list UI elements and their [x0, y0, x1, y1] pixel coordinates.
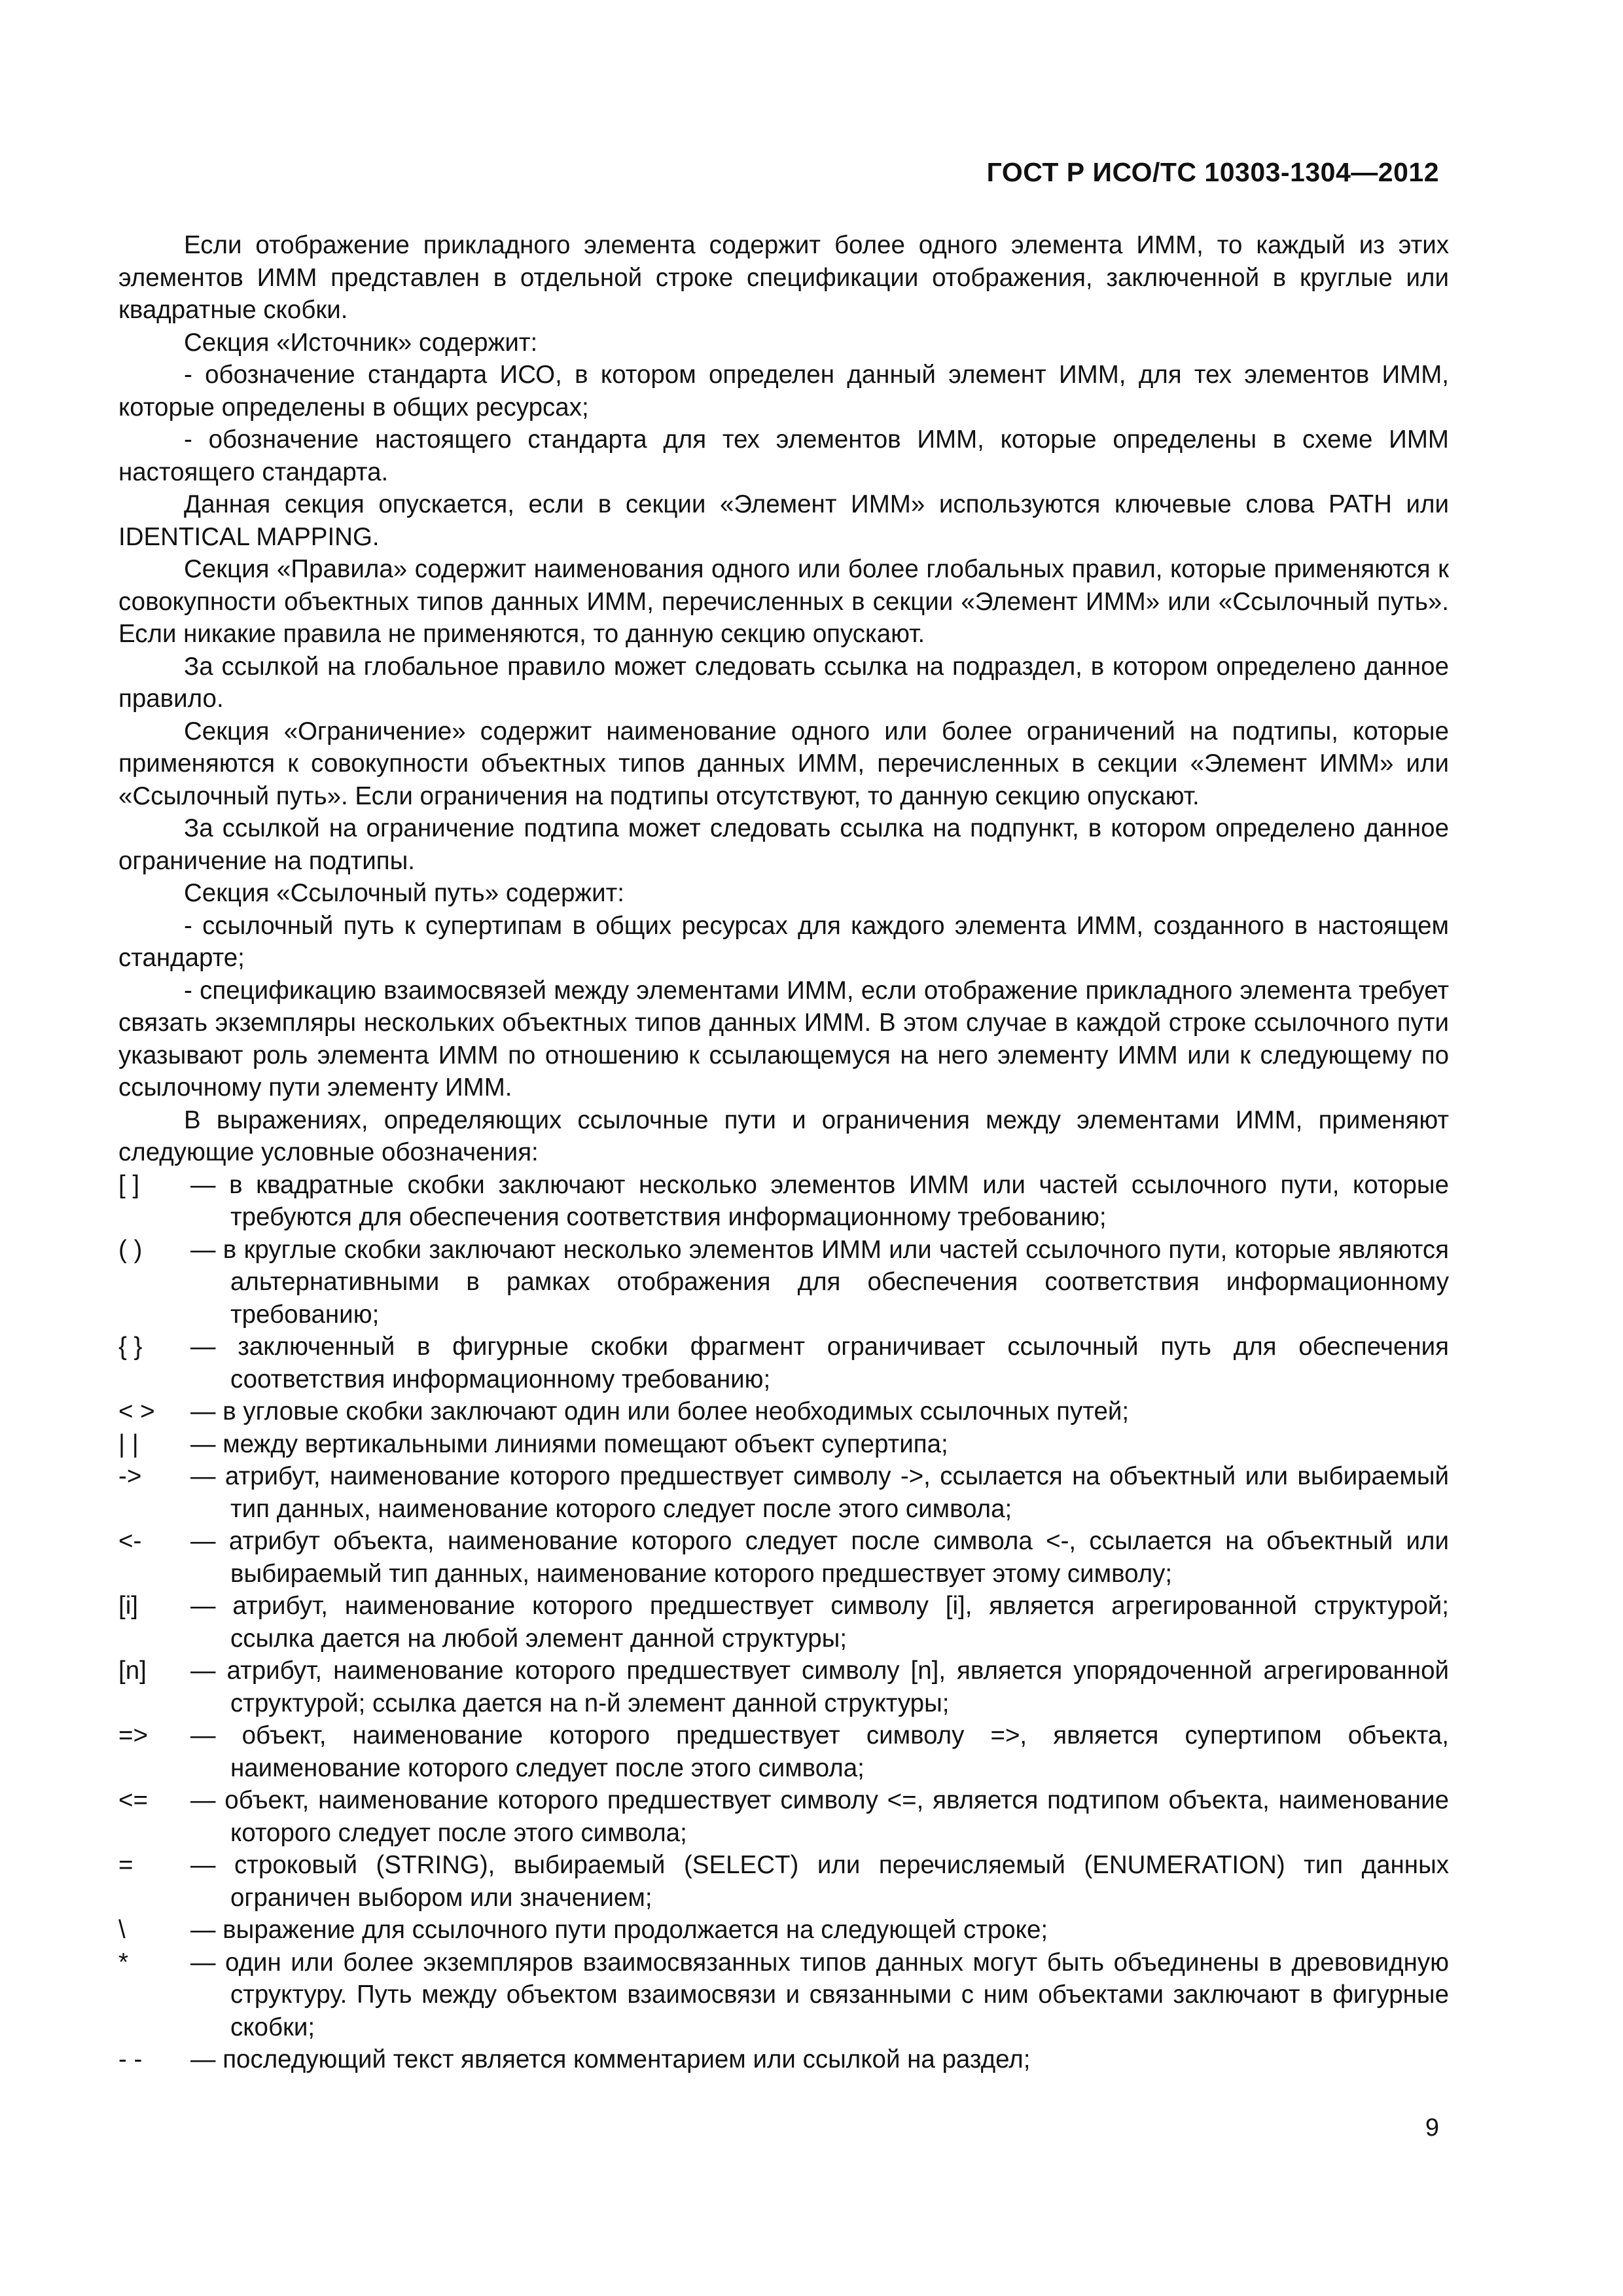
page-number: 9: [1425, 2114, 1439, 2142]
symbol-key: =: [118, 1851, 134, 1879]
symbol-description: — атрибут объекта, наименование которого следует после символа <-, ссылается на объектный или выбираемый тип данных, наименование которого предшествует этому символу;: [190, 1527, 1449, 1588]
symbol-key: <-: [118, 1527, 142, 1555]
symbol-key: <=: [118, 1786, 148, 1814]
paragraph: - ссылочный путь к супертипам в общих ресурсах для каждого элемента ИММ, созданного в настоящем стандарте;: [118, 911, 1449, 972]
paragraph: - спецификацию взаимосвязей между элементами ИММ, если отображение прикладного элемента требует связать экземпляры нескольких объектных типов данных ИММ. В этом случае в каждой строке ссылочного пути указывают роль элемента ИММ по отношению к ссылающемуся на него элементу ИММ или к следующему по ссылочному пути элементу ИММ.: [118, 976, 1449, 1102]
symbol-description: — строковый (STRING), выбираемый (SELECT) или перечисляемый (ENUMERATION) тип данных ограничен выбором или значением;: [190, 1851, 1449, 1912]
symbol-description: — объект, наименование которого предшествует символу =>, является супертипом объекта, наименование которого следует после этого символа;: [190, 1721, 1449, 1782]
paragraph: Данная секция опускается, если в секции «Элемент ИММ» используются ключевые слова PATH или IDENTICAL MAPPING.: [118, 490, 1449, 551]
symbol-definition-item: [118, 1460, 1449, 1525]
symbol-definition-list: [118, 1169, 1449, 2076]
symbol-description: — атрибут, наименование которого предшествует символу ->, ссылается на объектный или выбираемый тип данных, наименование которого следует после этого символа;: [190, 1462, 1449, 1523]
symbol-key: { }: [118, 1333, 143, 1361]
symbol-definition-item: [118, 1946, 1449, 2044]
symbol-key: \: [118, 1916, 126, 1944]
paragraph: Если отображение прикладного элемента содержит более одного элемента ИММ, то каждый из этих элементов ИММ представлен в отдельной строке спецификации отображения, заключенной в круглые или квадратные скобки.: [118, 231, 1449, 324]
symbol-key: ( ): [118, 1235, 143, 1264]
symbol-description: — атрибут, наименование которого предшествует символу [n], является упорядоченной агрегированной структурой; ссылка дается на n-й элемент данной структуры;: [190, 1657, 1449, 1717]
symbol-description: — в угловые скобки заключают один или более необходимых ссылочных путей;: [190, 1397, 1130, 1426]
symbol-description: — объект, наименование которого предшествует символу <=, является подтипом объекта, наименование которого следует после этого символа;: [190, 1786, 1449, 1847]
symbol-description: — между вертикальными линиями помещают объект супертипа;: [190, 1429, 948, 1458]
symbol-definition-item: [118, 2043, 1449, 2076]
symbol-definition-item: [118, 1331, 1449, 1395]
symbol-key: *: [118, 1948, 128, 1977]
symbol-definition-item: [118, 1590, 1449, 1655]
symbol-description: — выражение для ссылочного пути продолжается на следующей строке;: [190, 1916, 1048, 1944]
document-body: [118, 229, 1449, 2076]
symbol-definition-item: [118, 1784, 1449, 1849]
paragraph: Секция «Источник» содержит:: [184, 328, 538, 357]
paragraph: За ссылкой на глобальное правило может следовать ссылка на подраздел, в котором определено данное правило.: [118, 652, 1449, 713]
symbol-definition-item: [118, 1525, 1449, 1590]
symbol-key: ->: [118, 1462, 142, 1490]
document-header: ГОСТ Р ИСО/ТС 10303-1304—2012: [986, 157, 1439, 187]
symbol-key: [i]: [118, 1592, 138, 1620]
symbol-key: [ ]: [118, 1170, 140, 1199]
paragraph: В выражениях, определяющих ссылочные пути и ограничения между элементами ИММ, применяют следующие условные обозначения:: [118, 1105, 1449, 1166]
symbol-key: < >: [118, 1397, 155, 1426]
symbol-definition-item: [118, 1395, 1449, 1428]
symbol-key: - -: [118, 2045, 143, 2073]
symbol-key: =>: [118, 1721, 148, 1749]
symbol-description: — заключенный в фигурные скобки фрагмент ограничивает ссылочный путь для обеспечения соответствия информационному требованию;: [190, 1333, 1449, 1393]
symbol-definition-item: [118, 1428, 1449, 1461]
paragraph: - обозначение стандарта ИСО, в котором определен данный элемент ИММ, для тех элементов ИММ, которые определены в общих ресурсах;: [118, 361, 1449, 422]
paragraph: - обозначение настоящего стандарта для тех элементов ИММ, которые определены в схеме ИММ настоящего стандарта.: [118, 425, 1449, 486]
paragraph: Секция «Ограничение» содержит наименование одного или более ограничений на подтипы, которые применяются к совокупности объектных типов данных ИММ, перечисленных в секции «Элемент ИММ» или «Ссылочный путь». Если ограничения на подтипы отсутствуют, то данную секцию опускают.: [118, 717, 1449, 810]
symbol-definition-item: [118, 1849, 1449, 1914]
symbol-description: — один или более экземпляров взаимосвязанных типов данных могут быть объединены в древовидную структуру. Путь между объектом взаимосвязи и связанными с ним объектами заключают в фигурные скобки;: [190, 1948, 1449, 2041]
symbol-description: — в круглые скобки заключают несколько элементов ИММ или частей ссылочного пути, которые являются альтернативными в рамках отображения для обеспечения соответствия информационному требованию;: [190, 1235, 1449, 1329]
symbol-definition-item: [118, 1719, 1449, 1784]
paragraph: Секция «Правила» содержит наименования одного или более глобальных правил, которые применяются к совокупности объектных типов данных ИММ, перечисленных в секции «Элемент ИММ» или «Ссылочный путь». Если никакие правила не применяются, то данную секцию опускают.: [118, 555, 1449, 648]
paragraph: Секция «Ссылочный путь» содержит:: [184, 879, 624, 907]
symbol-definition-item: [118, 1234, 1449, 1331]
symbol-description: — атрибут, наименование которого предшествует символу [i], является агрегированной структурой; ссылка дается на любой элемент данной структуры;: [190, 1592, 1449, 1653]
symbol-description: — в квадратные скобки заключают несколько элементов ИММ или частей ссылочного пути, которые требуются для обеспечения соответствия информационному требованию;: [190, 1170, 1449, 1231]
paragraph: За ссылкой на ограничение подтипа может следовать ссылка на подпункт, в котором определено данное ограничение на подтипы.: [118, 814, 1449, 875]
symbol-description: — последующий текст является комментарием или ссылкой на раздел;: [190, 2045, 1031, 2073]
symbol-key: | |: [118, 1429, 139, 1458]
symbol-key: [n]: [118, 1657, 147, 1685]
symbol-definition-item: [118, 1655, 1449, 1719]
symbol-definition-item: [118, 1169, 1449, 1234]
symbol-definition-item: [118, 1914, 1449, 1946]
